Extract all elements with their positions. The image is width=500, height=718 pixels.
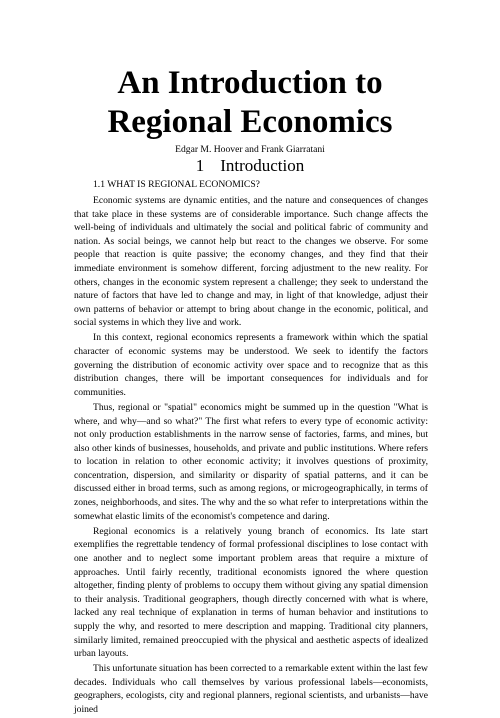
title-line-1: An Introduction to xyxy=(117,65,383,101)
section-heading: 1.1 WHAT IS REGIONAL ECONOMICS? xyxy=(93,179,260,190)
paragraph-3: Thus, regional or "spatial" economics might be summed up in the question "What is where, and why—and so what?" The first what refers to every type of economic activity: not only production establishments in the narrow sense of factories, farms, and mines, but also other kinds of businesses, households, and private and public institutions. Where refers to location in relation to other economic activity; it involves questions of proximity, concentration, dispersion, and similarity or disparity of spatial patterns, and it can be discussed either in broad terms, such as among regions, or microgeographically, in terms of zones, neighborhoods, and sites. The why and the so what refer to interpretations within the somewhat elastic limits of the economist's competence and daring. xyxy=(74,401,428,522)
authors: Edgar M. Hoover and Frank Giarratani xyxy=(175,144,325,155)
paragraph-2: In this context, regional economics represents a framework within which the spatial character of economic systems may be understood. We seek to identify the factors governing the distribution of economic activity over space and to recognize that as this distribution changes, there will be important consequences for individuals and for communities. xyxy=(74,332,428,398)
chapter-number: 1 xyxy=(195,156,205,175)
chapter-title: Introduction xyxy=(220,156,305,175)
paragraph-4: Regional economics is a relatively young branch of economics. Its late start exemplifies the regrettable tendency of formal professional disciplines to lose contact with one another and to neglect some important problem areas that require a mixture of approaches. Until fairly recently, traditional economists ignored the where question altogether, finding plenty of problems to occupy them without giving any spatial dimension to their analysis. Traditional geographers, though directly concerned with what is where, lacked any real technique of explanation in terms of human behavior and institutions to supply the why, and resorted to mere description and mapping. Traditional city planners, similarly limited, remained preoccupied with the physical and aesthetic aspects of idealized urban layouts. xyxy=(74,525,428,660)
title-line-2: Regional Economics xyxy=(107,104,393,140)
paragraph-1: Economic systems are dynamic entities, and the nature and consequences of changes that take place in these systems are of considerable importance. Such change affects the well-being of individuals and ultimately the social and political fabric of community and nation. As social beings, we cannot help but react to the changes we observe. For some people that reaction is quite passive; the economy changes, and they find that their immediate environment is somehow different, forcing adjustment to the new reality. For others, changes in the economic system represent a challenge; they seek to understand the nature of factors that have led to change and may, in light of that knowledge, adjust their own patterns of behavior or attempt to bring about change in the economic, political, and social systems in which they live and work. xyxy=(74,195,428,329)
chapter-heading xyxy=(0,155,500,177)
body-text xyxy=(74,194,428,718)
paragraph-5: This unfortunate situation has been corrected to a remarkable extent within the last few decades. Individuals who call themselves by various professional labels—economists, geographers, ecologists, city and regional planners, regional scientists, and urbanists—have joined xyxy=(74,663,428,715)
